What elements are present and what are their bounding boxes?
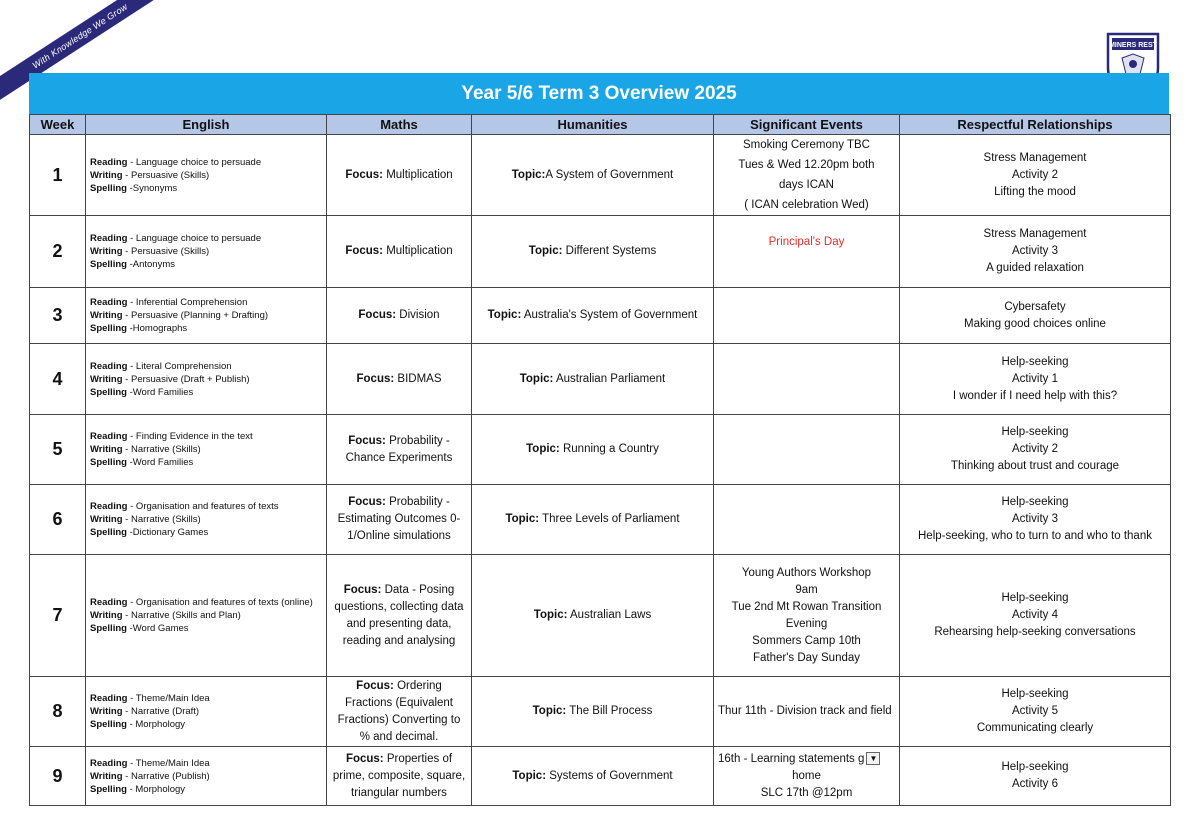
rr-line: Stress Management (983, 228, 1087, 240)
respectful-relationships-cell (900, 288, 1171, 344)
respectful-relationships-cell (900, 415, 1171, 485)
event-line: SLC 17th @12pm (760, 786, 853, 799)
english-cell (86, 135, 327, 216)
event-line: Smoking Ceremony TBC (743, 139, 870, 151)
topic-label: Topic: (511, 168, 546, 181)
rr-line: Help-seeking (1001, 426, 1069, 438)
rr-line: Rehearsing help-seeking conversations (934, 626, 1136, 638)
focus-label: Focus: (348, 496, 386, 508)
rr-line: Thinking about trust and courage (950, 460, 1120, 472)
dropdown-arrow-icon[interactable]: ▼ (866, 752, 880, 765)
maths-cell (327, 555, 472, 677)
overview-table (29, 114, 1171, 806)
spelling-label: Spelling (90, 719, 127, 730)
maths-cell (327, 415, 472, 485)
maths-cell (327, 135, 472, 216)
topic-label: Topic: (519, 372, 554, 385)
rr-line: Activity 3 (1011, 513, 1058, 525)
reading-label: Reading (90, 597, 128, 608)
rr-line: Help-seeking (1001, 496, 1069, 508)
reading-text: - Literal Comprehension (127, 360, 232, 372)
event-line: Evening (785, 617, 828, 630)
humanities-text: The Bill Process (566, 705, 653, 717)
focus-label: Focus: (345, 752, 384, 765)
topic-label: Topic: (533, 609, 568, 621)
topic-label: Topic: (528, 245, 563, 257)
humanities-cell (472, 288, 714, 344)
reading-label: Reading (90, 156, 128, 168)
table-row (30, 344, 1171, 415)
week-number: 7 (30, 555, 86, 677)
maths-text: Properties of prime, composite, square, triangular numbers (332, 752, 466, 799)
rr-line: Stress Management (983, 151, 1087, 164)
spelling-label: Spelling (90, 457, 127, 468)
maths-text: Multiplication (383, 168, 453, 181)
reading-text: - Organisation and features of texts (online) (127, 597, 313, 608)
reading-text: - Organisation and features of texts (127, 501, 279, 512)
focus-label: Focus: (358, 309, 397, 321)
table-row (30, 135, 1171, 216)
topic-label: Topic: (487, 309, 522, 321)
writing-label: Writing (90, 770, 123, 782)
maths-text: Probability - Chance Experiments (345, 434, 453, 464)
maths-cell (327, 344, 472, 415)
topic-label: Topic: (505, 513, 540, 525)
writing-text: - Narrative (Skills and Plan) (122, 610, 241, 621)
spelling-text: -Synonyms (126, 182, 178, 194)
maths-cell (327, 677, 472, 747)
humanities-cell (472, 485, 714, 555)
writing-text: - Narrative (Draft) (122, 706, 200, 717)
writing-label: Writing (90, 246, 123, 257)
rr-line: Activity 3 (1011, 245, 1058, 257)
event-line: 9am (795, 583, 818, 596)
focus-label: Focus: (356, 372, 395, 385)
writing-label: Writing (90, 310, 123, 321)
events-cell (714, 135, 900, 216)
english-cell (86, 344, 327, 415)
rr-line: Cybersafety (1004, 300, 1066, 313)
rr-line: Help-seeking, who to turn to and who to thank (918, 530, 1152, 542)
humanities-text: Systems of Government (546, 769, 673, 782)
rr-line: Activity 2 (1011, 168, 1058, 181)
spelling-text: -Dictionary Games (126, 527, 209, 538)
writing-text: - Narrative (Skills) (122, 514, 201, 525)
spelling-label: Spelling (90, 623, 127, 634)
focus-label: Focus: (343, 583, 382, 596)
maths-text: Data - Posing questions, collecting data and presenting data, reading and analysing (334, 583, 464, 647)
week-number: 1 (30, 135, 86, 216)
week-number: 2 (30, 216, 86, 288)
events-cell (714, 344, 900, 415)
spelling-label: Spelling (90, 783, 127, 795)
table-row (30, 677, 1171, 747)
spelling-label: Spelling (90, 182, 127, 194)
spelling-text: -Word Games (126, 623, 189, 634)
event-line: Tue 2nd Mt Rowan Transition (731, 600, 882, 613)
events-cell (714, 485, 900, 555)
week-number: 9 (30, 747, 86, 806)
week-number: 6 (30, 485, 86, 555)
writing-text: - Narrative (Publish) (122, 770, 210, 782)
event-line: days ICAN (779, 179, 834, 191)
event-line: Principal's Day (768, 236, 845, 248)
week-number: 5 (30, 415, 86, 485)
week-number: 4 (30, 344, 86, 415)
event-line: 16th - Learning statements g (718, 752, 865, 765)
maths-text: Probability - Estimating Outcomes 0-1/Online simulations (337, 496, 461, 542)
table-row (30, 485, 1171, 555)
event-line: ( ICAN celebration Wed) (744, 199, 869, 211)
spelling-text: -Word Families (126, 457, 194, 468)
event-line: Young Authors Workshop (741, 566, 872, 579)
reading-text: - Inferential Comprehension (127, 297, 248, 308)
rr-line: Making good choices online (964, 317, 1106, 330)
table-row (30, 288, 1171, 344)
respectful-relationships-cell (900, 216, 1171, 288)
spelling-text: - Morphology (126, 719, 186, 730)
rr-line: Help-seeking (1001, 761, 1069, 773)
spelling-label: Spelling (90, 386, 127, 398)
rr-line: Help-seeking (1001, 592, 1069, 604)
focus-label: Focus: (345, 168, 384, 181)
english-cell (86, 288, 327, 344)
header-respectful-relationships: Respectful Relationships (900, 115, 1171, 135)
respectful-relationships-cell (900, 135, 1171, 216)
spelling-text: -Antonyms (126, 259, 175, 270)
header-week: Week (30, 115, 86, 135)
humanities-cell (472, 344, 714, 415)
maths-text: Division (396, 309, 440, 321)
events-cell (714, 555, 900, 677)
event-line: Tues & Wed 12.20pm both (738, 159, 875, 171)
writing-label: Writing (90, 610, 123, 621)
writing-label: Writing (90, 373, 123, 385)
english-cell (86, 216, 327, 288)
topic-label: Topic: (512, 769, 547, 782)
english-cell (86, 677, 327, 747)
respectful-relationships-cell (900, 747, 1171, 806)
rr-line: Activity 6 (1011, 778, 1058, 790)
header-significant-events: Significant Events (714, 115, 900, 135)
focus-label: Focus: (356, 679, 394, 692)
rr-line: I wonder if I need help with this? (952, 389, 1118, 402)
events-cell (714, 216, 900, 288)
event-line: home (792, 769, 821, 782)
event-line: Thur 11th - Division track and field (718, 705, 892, 717)
humanities-text: Running a Country (559, 443, 659, 455)
humanities-cell (472, 216, 714, 288)
spelling-text: - Morphology (126, 783, 186, 795)
writing-text: - Persuasive (Skills) (122, 246, 210, 257)
reading-label: Reading (90, 693, 128, 704)
humanities-text: Different Systems (562, 245, 657, 257)
rr-line: Activity 5 (1011, 705, 1058, 717)
humanities-cell (472, 135, 714, 216)
table-row (30, 216, 1171, 288)
humanities-text: Three Levels of Parliament (539, 513, 680, 525)
spelling-text: -Homographs (126, 323, 188, 334)
writing-label: Writing (90, 169, 123, 181)
header-humanities: Humanities (472, 115, 714, 135)
focus-label: Focus: (345, 245, 384, 257)
topic-label: Topic: (532, 705, 567, 717)
page-title: Year 5/6 Term 3 Overview 2025 (29, 73, 1169, 114)
reading-label: Reading (90, 297, 128, 308)
english-cell (86, 555, 327, 677)
events-cell (714, 288, 900, 344)
events-cell (714, 415, 900, 485)
humanities-cell (472, 555, 714, 677)
events-cell[interactable] (714, 747, 900, 806)
writing-label: Writing (90, 444, 123, 455)
humanities-cell (472, 415, 714, 485)
week-number: 8 (30, 677, 86, 747)
rr-line: Lifting the mood (994, 185, 1076, 198)
humanities-cell (472, 747, 714, 806)
reading-text: - Theme/Main Idea (127, 693, 210, 704)
english-cell (86, 415, 327, 485)
week-number: 3 (30, 288, 86, 344)
table-row (30, 555, 1171, 677)
header-english: English (86, 115, 327, 135)
humanities-text: A System of Government (545, 168, 674, 181)
respectful-relationships-cell (900, 555, 1171, 677)
reading-label: Reading (90, 501, 128, 512)
respectful-relationships-cell (900, 485, 1171, 555)
english-cell (86, 747, 327, 806)
spelling-label: Spelling (90, 259, 127, 270)
header-row (30, 115, 1171, 135)
event-line: Sommers Camp 10th (752, 634, 861, 647)
events-cell (714, 677, 900, 747)
reading-label: Reading (90, 431, 128, 442)
topic-label: Topic: (526, 443, 560, 455)
reading-text: - Language choice to persuade (127, 233, 262, 244)
rr-line: Activity 4 (1011, 609, 1058, 621)
writing-text: - Persuasive (Draft + Publish) (122, 373, 250, 385)
spelling-text: -Word Families (126, 386, 194, 398)
reading-text: - Language choice to persuade (127, 156, 262, 168)
respectful-relationships-cell (900, 344, 1171, 415)
rr-line: Activity 2 (1011, 443, 1058, 455)
rr-line: Help-seeking (1001, 688, 1069, 700)
motto-ribbon: With Knowledge We Grow (0, 0, 178, 104)
spelling-label: Spelling (90, 527, 127, 538)
writing-text: - Narrative (Skills) (122, 444, 201, 455)
humanities-cell (472, 677, 714, 747)
maths-text: BIDMAS (394, 372, 442, 385)
humanities-text: Australian Parliament (553, 372, 666, 385)
respectful-relationships-cell (900, 677, 1171, 747)
header-maths: Maths (327, 115, 472, 135)
spelling-label: Spelling (90, 323, 127, 334)
writing-text: - Persuasive (Skills) (122, 169, 210, 181)
maths-text: Ordering Fractions (Equivalent Fractions) Converting to % and decimal. (337, 679, 461, 743)
maths-cell (327, 485, 472, 555)
writing-label: Writing (90, 706, 123, 717)
rr-line: Communicating clearly (976, 722, 1094, 734)
writing-label: Writing (90, 514, 123, 525)
rr-line: Help-seeking (1001, 355, 1069, 368)
humanities-text: Australia's System of Government (521, 309, 698, 321)
writing-text: - Persuasive (Planning + Drafting) (122, 310, 269, 321)
logo-school-name: MINERS REST (1109, 42, 1157, 49)
reading-label: Reading (90, 233, 128, 244)
maths-cell (327, 747, 472, 806)
reading-label: Reading (90, 360, 128, 372)
maths-cell (327, 288, 472, 344)
reading-label: Reading (90, 757, 128, 769)
english-cell (86, 485, 327, 555)
maths-cell (327, 216, 472, 288)
maths-text: Multiplication (383, 245, 453, 257)
rr-line: A guided relaxation (986, 262, 1084, 274)
reading-text: - Finding Evidence in the text (127, 431, 253, 442)
reading-text: - Theme/Main Idea (127, 757, 210, 769)
table-row (30, 747, 1171, 806)
focus-label: Focus: (348, 434, 386, 447)
rr-line: Activity 1 (1011, 372, 1058, 385)
event-line: Father's Day Sunday (752, 651, 861, 664)
table-row (30, 415, 1171, 485)
humanities-text: Australian Laws (567, 609, 652, 621)
